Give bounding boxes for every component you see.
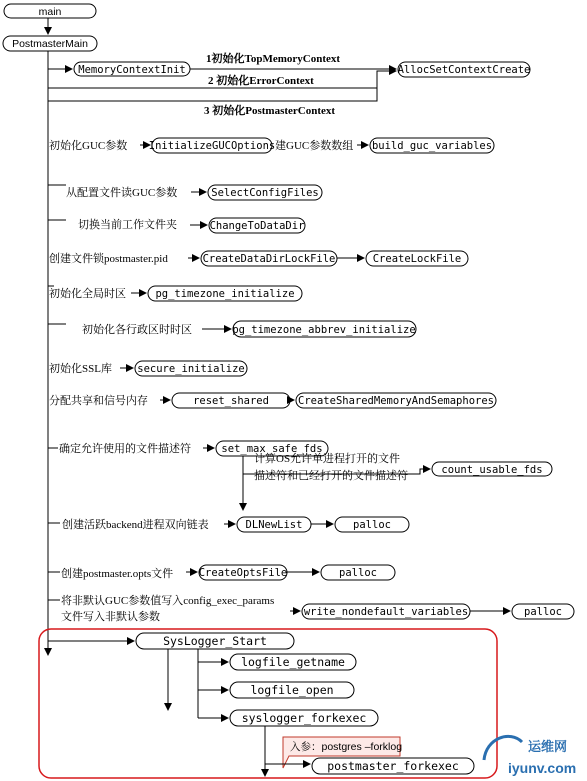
node-alloc-set-context-create-label: AllocSetContextCreate xyxy=(397,64,531,76)
label-determine-fds: 确定允许使用的文件描述符 xyxy=(59,443,191,455)
node-set-max-safe-fds-label: set_max_safe_fds xyxy=(221,443,323,455)
syslogger-highlight-box xyxy=(39,629,497,778)
watermark xyxy=(484,736,576,776)
node-create-data-dir-lock-file-label: CreateDataDirLockFile xyxy=(202,253,336,265)
node-count-usable-fds-label: count_usable_fds xyxy=(441,464,543,476)
node-palloc-3 xyxy=(512,604,574,619)
node-logfile-getname xyxy=(230,654,356,670)
label-create-backend-list: 创建活跃backend进程双向链表 xyxy=(62,519,209,531)
watermark-url: iyunv.com xyxy=(508,760,577,776)
node-dl-new-list xyxy=(237,517,311,532)
label-init-error-context: 2 初始化ErrorContext xyxy=(208,75,314,87)
node-logfile-getname-label: logfile_getname xyxy=(241,655,345,669)
watermark-swoosh-icon xyxy=(484,736,522,760)
node-select-config-files-label: SelectConfigFiles xyxy=(211,187,319,199)
node-pg-timezone-abbrev-initialize-label: pg_timezone_abbrev_initialize xyxy=(232,324,416,336)
node-postmaster-main-label: PostmasterMain xyxy=(12,38,88,50)
node-write-nondefault-variables-label: write_nondefault_variables xyxy=(303,606,469,618)
node-memory-context-init xyxy=(74,62,190,76)
node-alloc-set-context-create xyxy=(398,62,531,77)
node-change-to-data-dir-label: ChangeToDataDir xyxy=(209,220,305,232)
node-create-shared-memory-and-semaphores xyxy=(296,393,496,408)
node-syslogger-start xyxy=(136,633,294,649)
label-compute-fds-line2: 描述符和已经打开的文件描述符 xyxy=(254,470,408,482)
node-logfile-open-label: logfile_open xyxy=(250,683,334,697)
node-pg-timezone-initialize-label: pg_timezone_initialize xyxy=(155,288,295,300)
node-create-data-dir-lock-file xyxy=(201,251,337,266)
node-create-lock-file xyxy=(366,251,468,266)
node-write-nondefault-variables xyxy=(302,604,470,619)
forklog-note-label: 入参：postgres –forklog xyxy=(290,741,403,753)
node-build-guc-variables xyxy=(370,138,494,153)
label-write-nondefault-line1: 将非默认GUC参数值写入config_exec_params xyxy=(61,595,275,607)
node-memory-context-init-label: MemoryContextInit xyxy=(78,64,186,76)
node-postmaster-forkexec-label: postmaster_forkexec xyxy=(327,759,459,773)
node-change-to-data-dir xyxy=(209,218,305,233)
node-postmaster-forkexec xyxy=(312,758,474,774)
node-palloc-2 xyxy=(321,565,395,580)
label-init-timezone-abbrev: 初始化各行政区时时区 xyxy=(82,324,192,336)
label-alloc-shared-mem: 分配共享和信号内存 xyxy=(49,395,148,407)
node-reset-shared-label: reset_shared xyxy=(193,395,269,407)
label-init-guc-params: 初始化GUC参数 xyxy=(49,140,128,152)
label-read-guc-from-config: 从配置文件读GUC参数 xyxy=(66,187,178,199)
label-create-opts-file: 创建postmaster.opts文件 xyxy=(61,568,174,580)
node-create-lock-file-label: CreateLockFile xyxy=(372,253,462,265)
node-secure-initialize-label: secure_initialize xyxy=(137,363,245,375)
node-count-usable-fds xyxy=(432,462,552,476)
node-reset-shared xyxy=(172,393,290,408)
node-palloc-1 xyxy=(335,517,409,532)
node-build-guc-variables-label: build_guc_variables xyxy=(371,140,493,152)
node-create-opts-file-label: CreateOptsFile xyxy=(198,567,288,579)
node-palloc-3-label: palloc xyxy=(524,606,562,618)
node-syslogger-start-label: SysLogger_Start xyxy=(163,634,267,648)
node-palloc-2-label: palloc xyxy=(339,567,377,579)
node-pg-timezone-abbrev-initialize xyxy=(232,321,416,337)
node-pg-timezone-initialize xyxy=(148,286,302,301)
node-postmaster-main xyxy=(3,36,97,51)
label-init-top-memory-context: 1初始化TopMemoryContext xyxy=(206,53,341,65)
node-syslogger-forkexec xyxy=(230,710,378,726)
node-main-label: main xyxy=(38,6,62,18)
edge-postmaster-context xyxy=(48,88,377,101)
node-initialize-guc-options xyxy=(149,138,275,153)
node-secure-initialize xyxy=(135,361,247,376)
node-initialize-guc-options-label: InitializeGUCOptions xyxy=(148,140,276,152)
node-create-shared-memory-and-semaphores-label: CreateSharedMemoryAndSemaphores xyxy=(298,395,494,407)
label-init-postmaster-context: 3 初始化PostmasterContext xyxy=(204,105,336,117)
node-select-config-files xyxy=(208,185,322,200)
label-init-global-timezone: 初始化全局时区 xyxy=(49,288,126,300)
label-init-ssl: 初始化SSL库 xyxy=(49,363,112,375)
label-write-nondefault-line2: 文件写入非默认参数 xyxy=(61,611,160,623)
label-switch-working-dir: 切换当前工作文件夹 xyxy=(78,219,177,231)
node-logfile-open xyxy=(230,682,354,698)
node-create-opts-file xyxy=(199,565,288,580)
watermark-name: 运维网 xyxy=(528,739,568,754)
node-syslogger-forkexec-label: syslogger_forkexec xyxy=(241,711,367,725)
label-create-lock-file: 创建文件锁postmaster.pid xyxy=(49,253,168,265)
node-dl-new-list-label: DLNewList xyxy=(245,519,303,531)
label-compute-fds-line1: 计算OS允许单进程打开的文件 xyxy=(254,453,401,465)
node-palloc-1-label: palloc xyxy=(353,519,391,531)
label-build-guc-array: 建GUC参数数组 xyxy=(275,140,354,152)
node-main xyxy=(4,4,96,18)
